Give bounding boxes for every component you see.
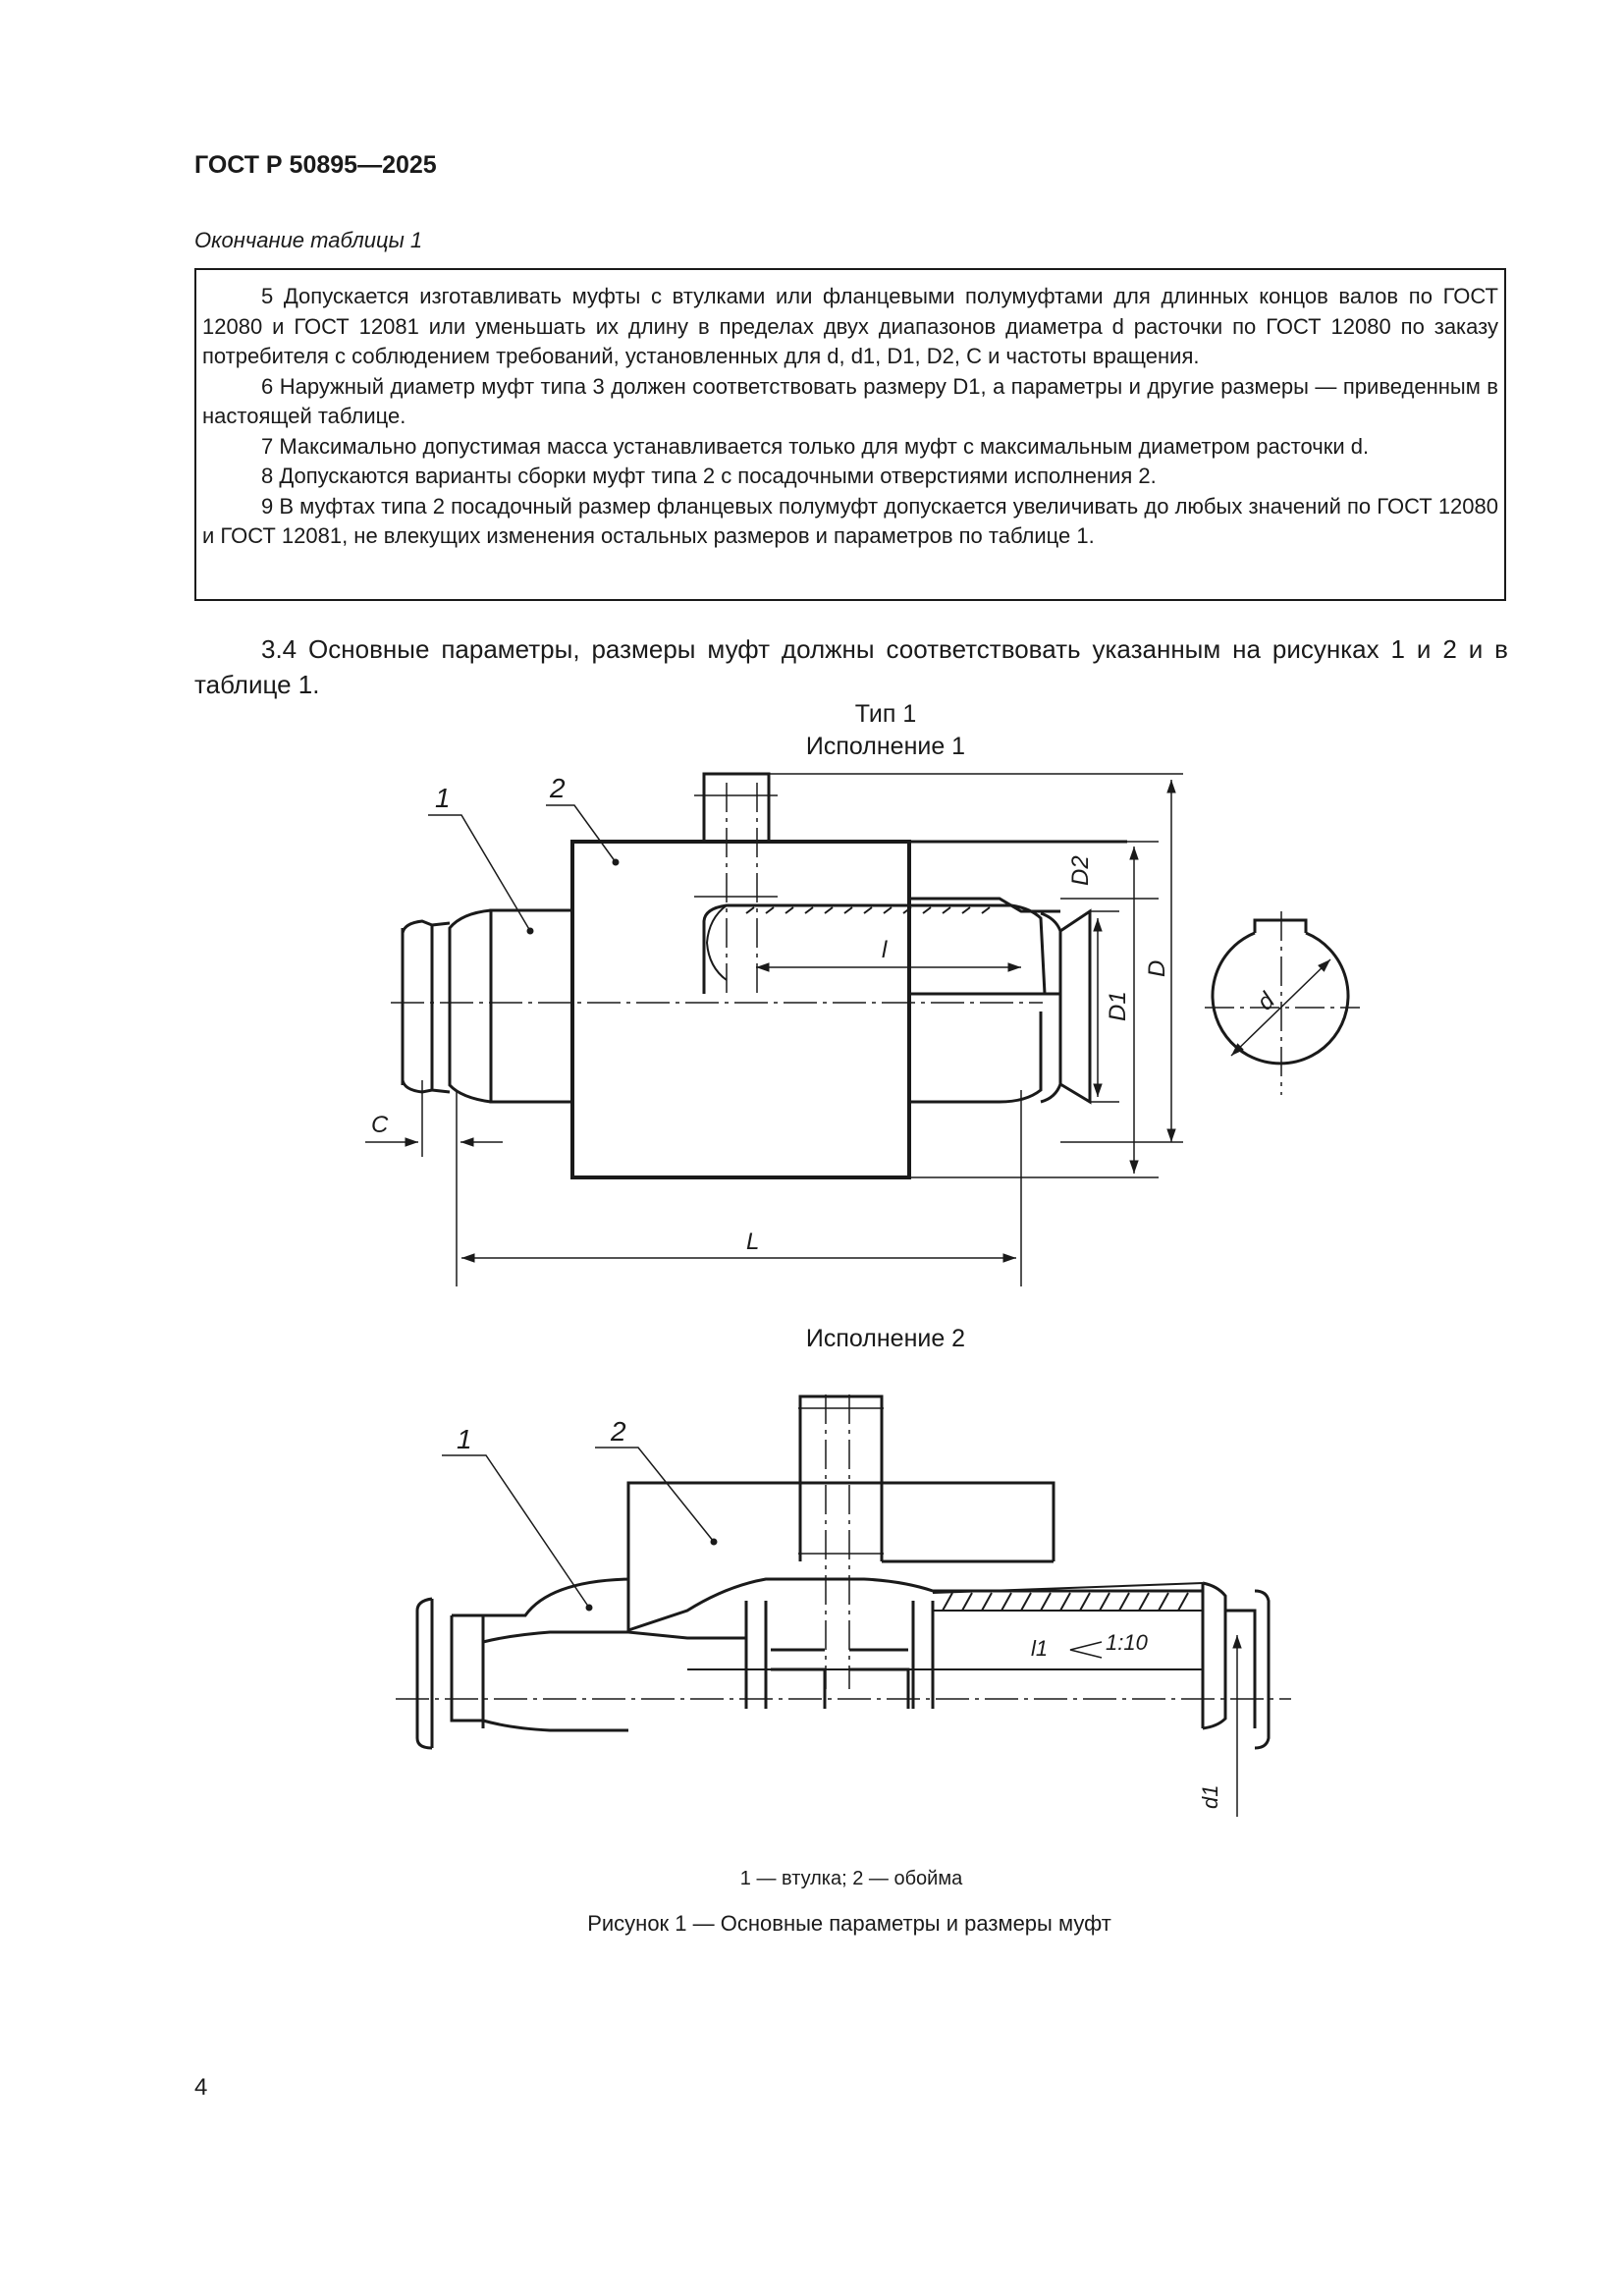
table-note: 6 Наружный диаметр муфт типа 3 должен соответствовать размеру D1, а параметры и другие размеры — приведенным в настоящей таблице. [202, 373, 1498, 428]
figure-legend: 1 — втулка; 2 — обойма [739, 1868, 963, 1889]
drawing-variant-1-labels [371, 773, 1280, 1255]
label-part-1: 1 [457, 1424, 472, 1454]
cage-body [572, 842, 909, 1177]
page-number: 4 [194, 2074, 208, 2101]
table-note: 9 В муфтах типа 2 посадочный размер фланцевых полумуфт допускается увеличивать до любых значений по ГОСТ 12080 и ГОСТ 12081, не влекущих изменения остальных размеров и параметров по таблице 1. [202, 493, 1498, 548]
label-part-2: 2 [550, 773, 566, 803]
figure-caption: Рисунок 1 — Основные параметры и размеры муфт [587, 1911, 1111, 1936]
drawing-variant-2-labels [457, 1416, 1222, 1809]
drawing-variant-1 [365, 774, 1360, 1286]
table-continuation-caption: Окончание таблицы 1 [194, 228, 423, 252]
label-taper: 1:10 [1106, 1630, 1148, 1655]
type-label: Тип 1 [854, 700, 917, 728]
label-part-1: 1 [435, 783, 451, 813]
label-C: C [371, 1112, 389, 1138]
label-D: D [1144, 959, 1170, 977]
variant1-label: Исполнение 1 [805, 733, 966, 760]
table-note: 8 Допускаются варианты сборки муфт типа 2 с посадочными отверстиями исполнения 2. [261, 464, 1157, 488]
label-part-2: 2 [611, 1416, 626, 1447]
table-note: 7 Максимально допустимая масса устанавливается только для муфт с максимальным диаметром расточки d. [261, 433, 1370, 459]
body-paragraph: 3.4 Основные параметры, размеры муфт должны соответствовать указанным на рисунках 1 и 2 и в таблице 1. [194, 634, 1508, 699]
label-D2: D2 [1067, 855, 1094, 886]
label-d1: d1 [1198, 1784, 1222, 1809]
label-L: L [746, 1229, 760, 1255]
document-code: ГОСТ Р 50895—2025 [194, 151, 437, 179]
label-l: l [882, 937, 888, 963]
table-note: 5 Допускается изготавливать муфты с втулками или фланцевыми полумуфтами для длинных концов валов по ГОСТ 12080 и ГОСТ 12081 или уменьшать их длину в пределах двух диапазонов диаметра d расточки по ГОСТ 12080 по заказу потребителя с соблюдением требований, установленных для d, d1, D1, D2, C и частоты вращения. [202, 284, 1498, 368]
label-l1: l1 [1031, 1636, 1049, 1661]
drawing-variant-2 [396, 1394, 1291, 1817]
label-D1: D1 [1105, 991, 1131, 1021]
variant2-label: Исполнение 2 [805, 1325, 966, 1352]
label-d: d [1252, 987, 1280, 1016]
